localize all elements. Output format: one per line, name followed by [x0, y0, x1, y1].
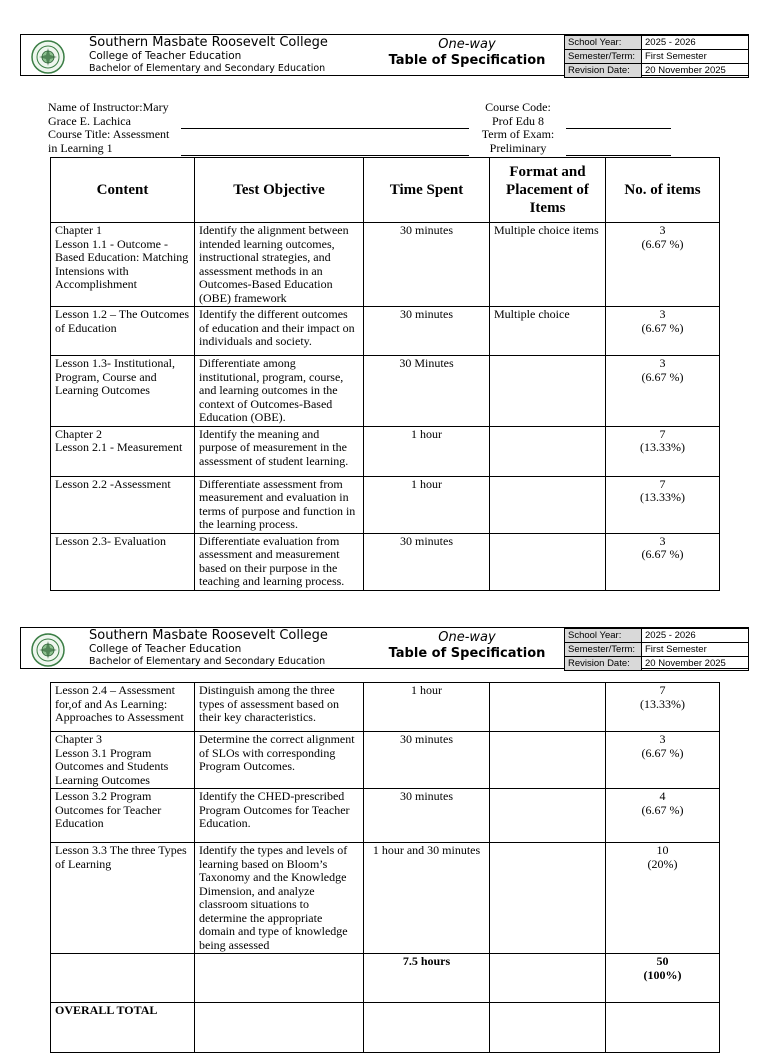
- row-objective: Differentiate assessment from measurement and evaluation in terms of purpose and function in the learning process.: [195, 476, 364, 533]
- college-name: Southern Masbate Roosevelt College: [89, 628, 328, 643]
- college-name: Southern Masbate Roosevelt College: [89, 35, 328, 50]
- row-time: 30 minutes: [364, 223, 490, 307]
- course-code-line2: Prof Edu 8: [492, 113, 544, 128]
- table-row: [51, 683, 720, 732]
- overall-empty-objective: [195, 1003, 364, 1053]
- row-objective: Determine the correct alignment of SLOs with corresponding Program Outcomes.: [195, 732, 364, 789]
- row-time: 30 minutes: [364, 307, 490, 356]
- totals-row: [51, 954, 720, 1003]
- totals-empty-format: [490, 954, 606, 1003]
- row-format: [490, 476, 606, 533]
- row-format: Multiple choice: [490, 307, 606, 356]
- doc-title: Table of Specification: [388, 53, 546, 68]
- header-objective: Test Objective: [195, 158, 364, 223]
- instructor-line1: Name of Instructor:Mary: [48, 100, 169, 114]
- table-row: [51, 732, 720, 789]
- row-objective: Identify the different outcomes of education and their impact on individuals and society.: [195, 307, 364, 356]
- row-content: Lesson 1.2 – The Outcomes of Education: [51, 307, 195, 356]
- row-items: 4 (6.67 %): [606, 789, 720, 843]
- row-items: 3 (6.67 %): [606, 533, 720, 590]
- doc-meta-table: [564, 628, 749, 671]
- row-time: 1 hour: [364, 426, 490, 476]
- row-objective: Distinguish among the three types of assessment based on their key characteristics.: [195, 683, 364, 732]
- overall-empty-format: [490, 1003, 606, 1053]
- revision-value: 20 November 2025: [642, 64, 749, 78]
- row-format: [490, 732, 606, 789]
- instructor-info: [48, 101, 169, 155]
- program-name: Bachelor of Elementary and Secondary Education: [89, 656, 326, 667]
- overall-empty-time: [364, 1003, 490, 1053]
- table-row: [51, 843, 720, 954]
- department-name: College of Teacher Education: [89, 50, 242, 62]
- course-code-underline: [566, 128, 671, 129]
- header-format: Format and Placement of Items: [490, 158, 606, 223]
- row-time: 1 hour: [364, 683, 490, 732]
- table-row: [51, 476, 720, 533]
- revision-label: Revision Date:: [565, 657, 642, 671]
- course-title-line1: Course Title: Assessment: [48, 127, 170, 141]
- row-items: 3 (6.67 %): [606, 307, 720, 356]
- school-year-label: School Year:: [565, 36, 642, 50]
- tos-table-page1: [50, 157, 720, 591]
- revision-label: Revision Date:: [565, 64, 642, 78]
- page1-header: [20, 34, 749, 76]
- college-seal-icon: [31, 633, 65, 667]
- school-year-value: 2025 - 2026: [642, 36, 749, 50]
- instructor-underline: [181, 128, 469, 129]
- course-title-underline: [181, 155, 469, 156]
- row-objective: Identify the meaning and purpose of measurement in the assessment of student learning.: [195, 426, 364, 476]
- course-code-line1: Course Code:: [485, 100, 551, 114]
- row-time: 1 hour: [364, 476, 490, 533]
- row-content: Lesson 2.2 -Assessment: [51, 476, 195, 533]
- row-time: 30 minutes: [364, 732, 490, 789]
- doc-type: One-way: [438, 630, 496, 645]
- row-objective: Identify the alignment between intended learning outcomes, instructional strategies, and assessment methods in an Outcomes-Based Education (OBE) framework: [195, 223, 364, 307]
- term-line1: Term of Exam:: [481, 127, 555, 141]
- overall-total-label: OVERALL TOTAL: [51, 1003, 195, 1053]
- row-items: 10 (20%): [606, 843, 720, 954]
- program-name: Bachelor of Elementary and Secondary Education: [89, 63, 326, 74]
- row-format: [490, 356, 606, 427]
- course-code-info: [478, 101, 558, 155]
- term-underline: [566, 155, 671, 156]
- row-items: 3 (6.67 %): [606, 732, 720, 789]
- row-time: 30 minutes: [364, 789, 490, 843]
- instructor-line2: Grace E. Lachica: [48, 113, 131, 128]
- doc-title: Table of Specification: [388, 646, 546, 661]
- row-format: [490, 683, 606, 732]
- row-format: Multiple choice items: [490, 223, 606, 307]
- page2-header: [20, 627, 749, 669]
- row-objective: Identify the CHED-prescribed Program Outcomes for Teacher Education.: [195, 789, 364, 843]
- row-items: 7 (13.33%): [606, 476, 720, 533]
- row-format: [490, 533, 606, 590]
- row-objective: Differentiate evaluation from assessment and measurement based on their purpose in the teaching and learning process.: [195, 533, 364, 590]
- row-content: Chapter 3 Lesson 3.1 Program Outcomes and Students Learning Outcomes: [51, 732, 195, 789]
- revision-value: 20 November 2025: [642, 657, 749, 671]
- header-items: No. of items: [606, 158, 720, 223]
- row-content: Chapter 1 Lesson 1.1 - Outcome - Based Education: Matching Intensions with Accomplishment: [51, 223, 195, 307]
- semester-value: First Semester: [642, 50, 749, 64]
- row-items: 7 (13.33%): [606, 683, 720, 732]
- row-content: Lesson 2.3- Evaluation: [51, 533, 195, 590]
- total-items: 50 (100%): [606, 954, 720, 1003]
- doc-type: One-way: [438, 37, 496, 52]
- table-row: [51, 307, 720, 356]
- semester-label: Semester/Term:: [565, 643, 642, 657]
- row-content: Lesson 1.3- Institutional, Program, Course and Learning Outcomes: [51, 356, 195, 427]
- row-format: [490, 426, 606, 476]
- term-line2: Preliminary: [489, 140, 547, 155]
- college-seal-icon: [31, 40, 65, 74]
- row-content: Lesson 3.3 The three Types of Learning: [51, 843, 195, 954]
- row-content: Chapter 2 Lesson 2.1 - Measurement: [51, 426, 195, 476]
- overall-empty-items: [606, 1003, 720, 1053]
- row-content: Lesson 3.2 Program Outcomes for Teacher Education: [51, 789, 195, 843]
- table-row: [51, 356, 720, 427]
- school-year-value: 2025 - 2026: [642, 629, 749, 643]
- table-row: [51, 426, 720, 476]
- row-objective: Differentiate among institutional, program, course, and learning outcomes in the context of Outcomes-Based Education (OBE).: [195, 356, 364, 427]
- header-time: Time Spent: [364, 158, 490, 223]
- school-year-label: School Year:: [565, 629, 642, 643]
- totals-empty-content: [51, 954, 195, 1003]
- row-time: 30 Minutes: [364, 356, 490, 427]
- overall-total-row: [51, 1003, 720, 1053]
- row-content: Lesson 2.4 – Assessment for,of and As Learning: Approaches to Assessment: [51, 683, 195, 732]
- semester-value: First Semester: [642, 643, 749, 657]
- total-time: 7.5 hours: [364, 954, 490, 1003]
- row-objective: Identify the types and levels of learning based on Bloom’s Taxonomy and the Knowledge Dimension, and analyze classroom situations to determine the appropriate domain and type of knowledge being assessed: [195, 843, 364, 954]
- row-format: [490, 789, 606, 843]
- row-items: 3 (6.67 %): [606, 223, 720, 307]
- row-time: 30 minutes: [364, 533, 490, 590]
- semester-label: Semester/Term:: [565, 50, 642, 64]
- totals-empty-objective: [195, 954, 364, 1003]
- row-items: 7 (13.33%): [606, 426, 720, 476]
- row-items: 3 (6.67 %): [606, 356, 720, 427]
- doc-meta-table: [564, 35, 749, 78]
- row-time: 1 hour and 30 minutes: [364, 843, 490, 954]
- table-row: [51, 789, 720, 843]
- course-title-line2: in Learning 1: [48, 140, 113, 155]
- row-format: [490, 843, 606, 954]
- tos-table-page2: [50, 682, 720, 1053]
- department-name: College of Teacher Education: [89, 643, 242, 655]
- header-content: Content: [51, 158, 195, 223]
- table-row: [51, 533, 720, 590]
- table-row: [51, 223, 720, 307]
